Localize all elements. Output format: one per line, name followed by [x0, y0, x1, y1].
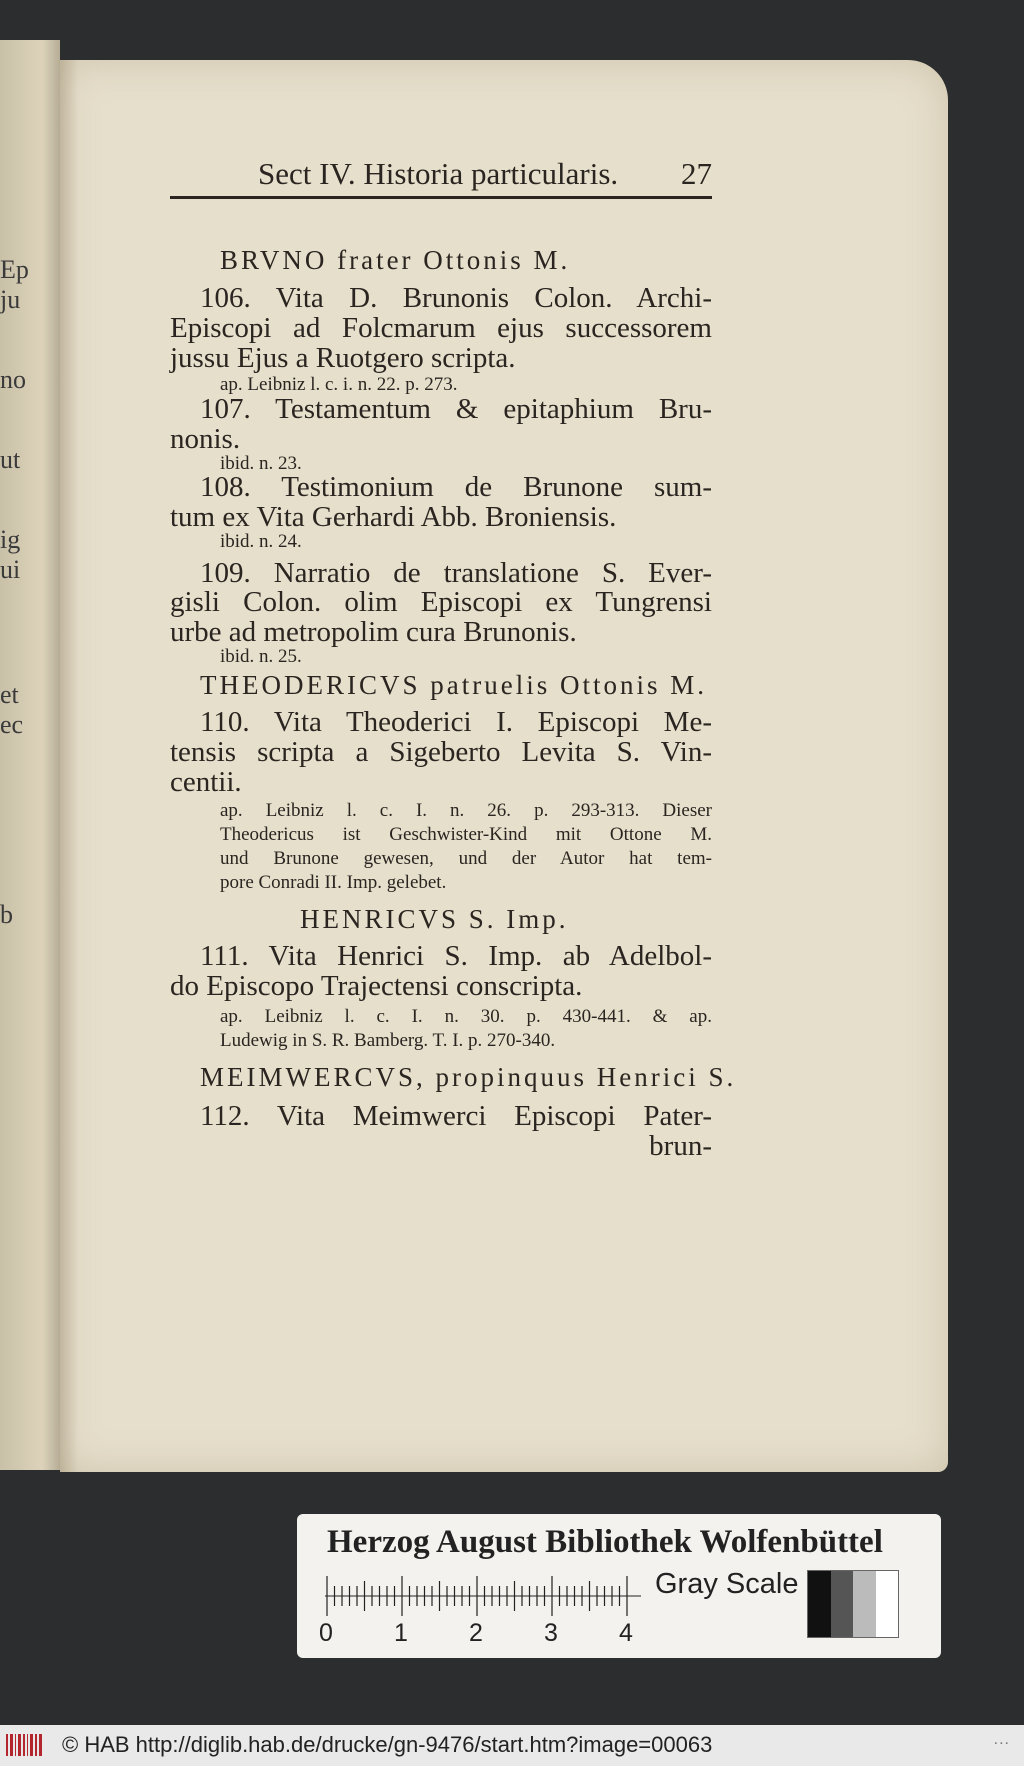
- library-name: Herzog August Bibliothek Wolfenbüttel: [327, 1524, 883, 1560]
- ruler-digit: 0: [319, 1619, 333, 1647]
- text-line: ap. Leibniz l. c. I. n. 26. p. 293-313. Dieser: [220, 800, 712, 821]
- gray-scale-swatches: [807, 1570, 899, 1638]
- facing-page-fragment: ui: [0, 555, 21, 584]
- facing-page-fragment: b: [0, 900, 13, 929]
- facing-page-fragment: et: [0, 680, 19, 709]
- text-line: THEODERICVS patruelis Ottonis M.: [200, 670, 707, 700]
- text-line: tensis scripta a Sigeberto Levita S. Vin-: [170, 736, 712, 768]
- ruler-digit: 3: [544, 1619, 558, 1647]
- text-line: und Brunone gewesen, und der Autor hat tem-: [220, 848, 712, 869]
- library-color-card: [297, 1514, 941, 1658]
- viewer-footer: [0, 1725, 1024, 1766]
- text-line: urbe ad metropolim cura Brunonis.: [170, 616, 577, 648]
- text-line: nonis.: [170, 423, 241, 455]
- text-line: do Episcopo Trajectensi conscripta.: [170, 970, 583, 1002]
- gray-swatch: [808, 1571, 831, 1637]
- text-line: 109. Narratio de translatione S. Ever-: [200, 557, 712, 589]
- text-line: MEIMWERCVS, propinquus Henrici S.: [200, 1062, 737, 1092]
- text-line: 110. Vita Theoderici I. Episcopi Me-: [200, 706, 712, 738]
- facing-page-fragment: ig: [0, 525, 21, 554]
- text-line: gisli Colon. olim Episcopi ex Tungrensi: [170, 586, 712, 618]
- facing-page-fragment: Ep: [0, 255, 29, 284]
- facing-page-fragment: no: [0, 365, 26, 394]
- text-line: ap. Leibniz l. c. i. n. 22. p. 273.: [220, 374, 458, 395]
- text-line: 107. Testamentum & epitaphium Bru-: [200, 393, 712, 425]
- more-menu-icon[interactable]: ...: [993, 1731, 1010, 1748]
- text-line: ibid. n. 23.: [220, 453, 302, 474]
- text-line: ibid. n. 24.: [220, 531, 302, 552]
- gray-scale-label: Gray Scale: [655, 1568, 799, 1600]
- barcode-logo-icon[interactable]: [4, 1730, 44, 1760]
- text-line: jussu Ejus a Ruotgero scripta.: [170, 342, 516, 374]
- running-head-title: Sect IV. Historia particularis.: [258, 156, 619, 191]
- text-line: Episcopi ad Folcmarum ejus successorem: [170, 312, 712, 344]
- text-line: 112. Vita Meimwerci Episcopi Pater-: [200, 1100, 712, 1132]
- facing-page-fragment: ec: [0, 710, 24, 739]
- gray-swatch: [831, 1571, 854, 1637]
- ruler-digit: 1: [394, 1619, 408, 1647]
- ruler-digit: 2: [469, 1619, 483, 1647]
- text-line: ap. Leibniz l. c. I. n. 30. p. 430-441. & ap.: [220, 1006, 712, 1027]
- ruler-digit: 4: [619, 1619, 633, 1647]
- ruler-icon: [325, 1574, 645, 1618]
- facing-page-edge: [0, 40, 60, 1470]
- text-line: Theodericus ist Geschwister-Kind mit Ottone M.: [220, 824, 712, 845]
- page-number: 27: [681, 156, 712, 191]
- text-line: pore Conradi II. Imp. gelebet.: [220, 872, 447, 893]
- gray-swatch: [853, 1571, 876, 1637]
- permalink-text[interactable]: © HAB http://diglib.hab.de/drucke/gn-9476/start.htm?image=00063: [62, 1732, 713, 1757]
- book-page: [60, 60, 948, 1472]
- text-line: 108. Testimonium de Brunone sum-: [200, 471, 712, 503]
- facing-page-fragment: ju: [0, 285, 21, 314]
- gray-swatch: [876, 1571, 899, 1637]
- text-line: centii.: [170, 766, 242, 798]
- text-line: 106. Vita D. Brunonis Colon. Archi-: [200, 282, 712, 314]
- text-line: Ludewig in S. R. Bamberg. T. I. p. 270-340.: [220, 1030, 556, 1051]
- facing-page-fragment: ut: [0, 445, 21, 474]
- text-line: ibid. n. 25.: [220, 646, 302, 667]
- text-line: tum ex Vita Gerhardi Abb. Broniensis.: [170, 501, 617, 533]
- text-line: 111. Vita Henrici S. Imp. ab Adelbol-: [200, 940, 712, 972]
- ruler-digits: [319, 1619, 649, 1651]
- running-head: [170, 150, 712, 199]
- text-line: BRVNO frater Ottonis M.: [220, 245, 571, 275]
- text-line: brun-: [649, 1130, 712, 1162]
- text-line: HENRICVS S. Imp.: [300, 904, 569, 934]
